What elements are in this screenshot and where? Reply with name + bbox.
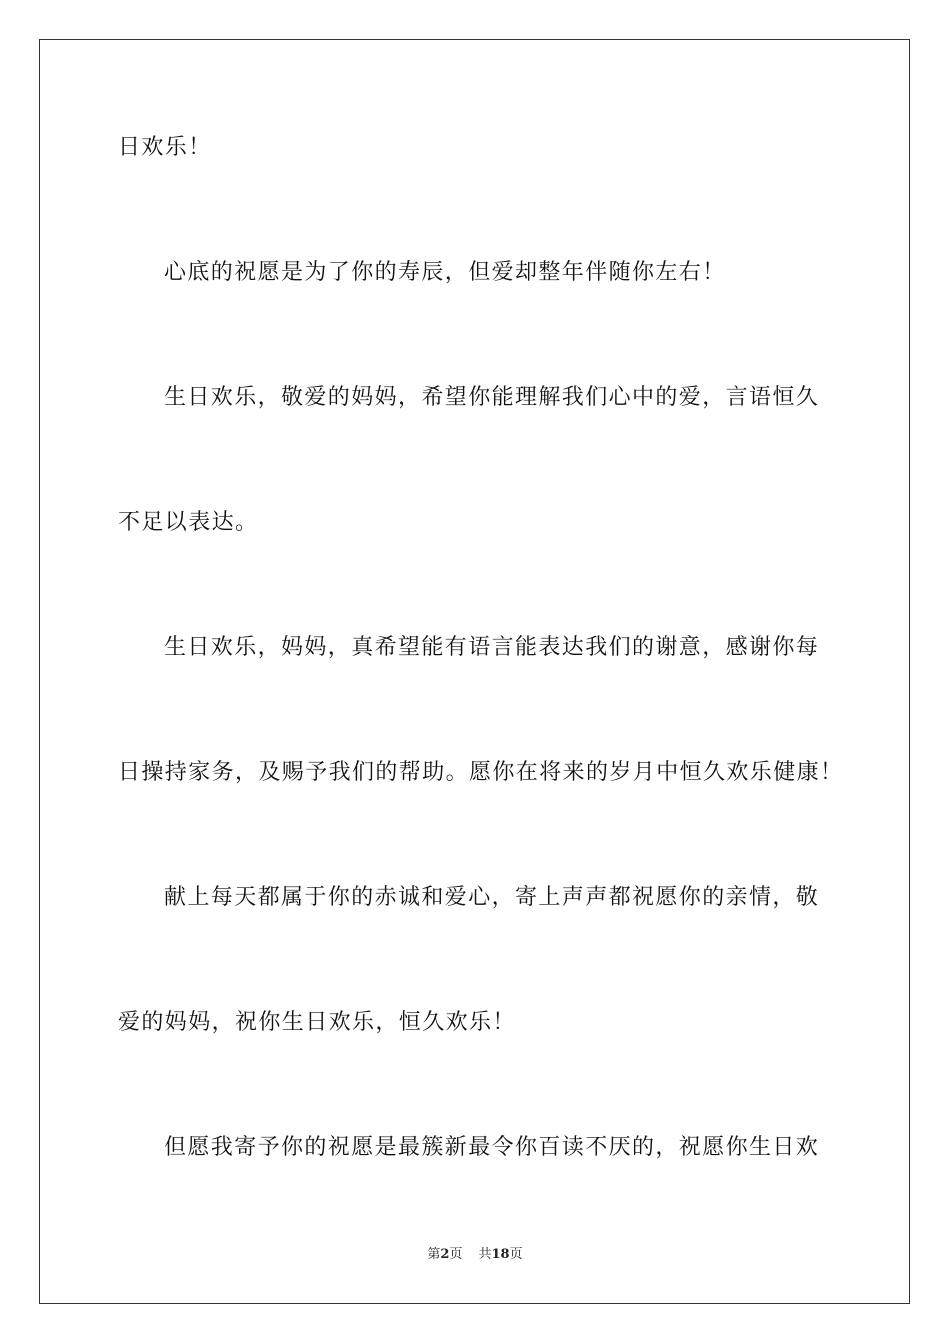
page-footer [0, 1246, 950, 1264]
paragraph-line: 献上每天都属于你的赤诚和爱心，寄上声声都祝愿你的亲情，敬 [164, 885, 820, 910]
paragraph-line: 生日欢乐，敬爱的妈妈，希望你能理解我们心中的爱，言语恒久 [164, 385, 820, 410]
total-prefix: 共 [478, 1247, 492, 1262]
text-line: 不足以表达。 [118, 510, 259, 535]
total-suffix: 页 [509, 1247, 523, 1262]
paragraph-line: 生日欢乐，妈妈，真希望能有语言能表达我们的谢意，感谢你每 [164, 635, 820, 660]
page-suffix: 页 [449, 1247, 463, 1262]
page-border [39, 39, 910, 1304]
total-pages: 18 [491, 1247, 510, 1262]
page-number: 2 [440, 1247, 450, 1262]
text-line: 爱的妈妈，祝你生日欢乐，恒久欢乐！ [118, 1010, 516, 1035]
text-line: 日操持家务，及赐予我们的帮助。愿你在将来的岁月中恒久欢乐健康！ [118, 760, 844, 785]
text-line: 日欢乐！ [118, 135, 212, 160]
paragraph-line: 心底的祝愿是为了你的寿辰，但爱却整年伴随你左右！ [164, 260, 726, 285]
paragraph-line: 但愿我寄予你的祝愿是最簇新最令你百读不厌的，祝愿你生日欢 [164, 1135, 820, 1160]
page-prefix: 第 [427, 1247, 441, 1262]
